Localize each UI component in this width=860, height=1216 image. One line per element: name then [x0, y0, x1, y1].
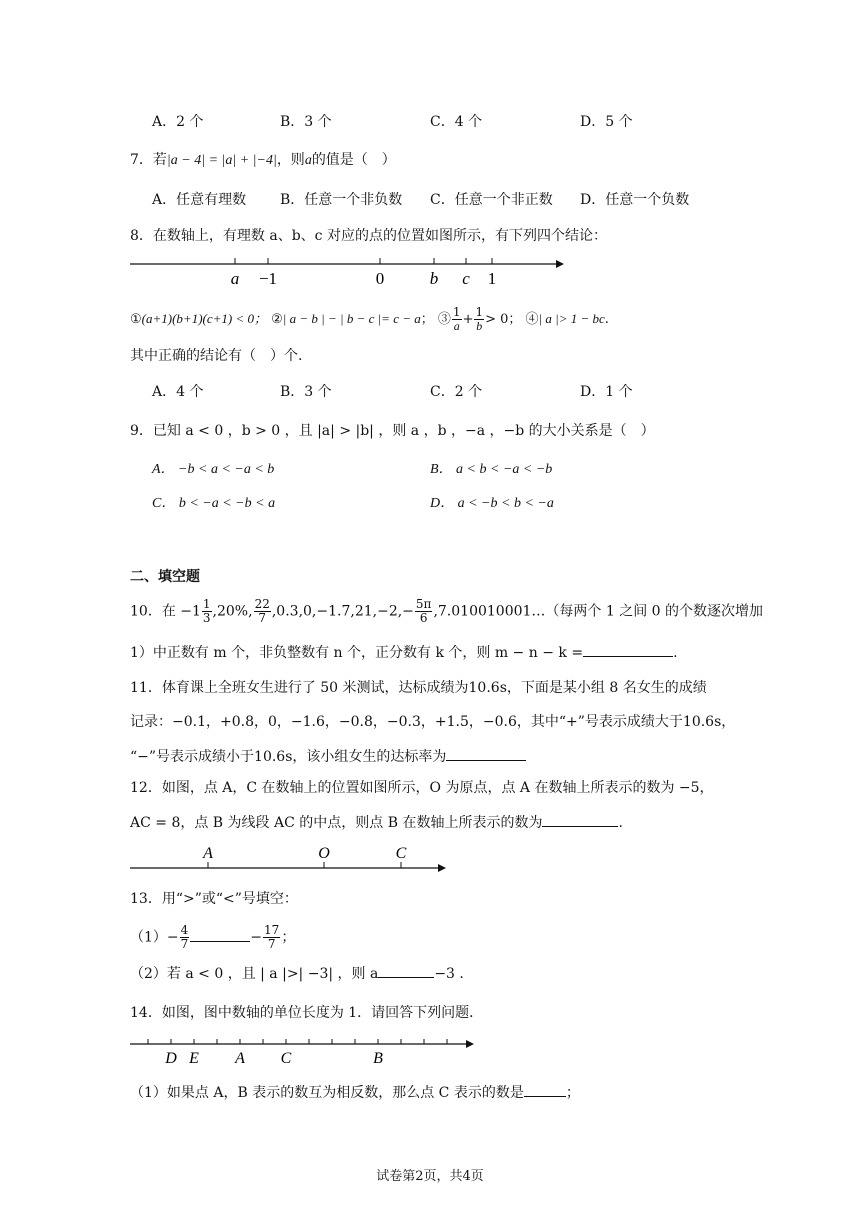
q14-part1 — [130, 1082, 580, 1103]
q13-p1-minus2: − — [250, 929, 263, 946]
q14-label-e: E — [189, 1050, 199, 1067]
q10-mixed-num: 1 — [202, 597, 211, 611]
q7-number: 7． — [130, 152, 153, 168]
q8-label-a: a — [230, 269, 240, 288]
q13-f2-den: 7 — [267, 937, 276, 951]
q8-frac-den-a: a — [453, 319, 460, 333]
q14-label-a: A — [235, 1050, 245, 1067]
q7-option-b: B．任意一个非负数 — [280, 192, 403, 208]
q8-plus: + — [462, 312, 474, 327]
q7-option-a: A．任意有理数 — [152, 192, 247, 208]
q6-option-a: A．2 个 — [152, 114, 204, 130]
q8-option-c: C．2 个 — [430, 384, 483, 400]
q11-line2: 记录：−0.1，+0.8，0，−1.6，−0.8，−0.3，+1.5，−0.6，其中“+”号表示成绩大于10.6s， — [130, 714, 736, 730]
q9-option-d: D． a < −b < b < −a — [430, 496, 554, 511]
q13-p1-frac1 — [180, 924, 190, 951]
q9-option-c: C． b < −a < −b < a — [152, 496, 276, 511]
q11-line3 — [130, 746, 526, 767]
q8-label-c: c — [462, 269, 470, 288]
q8-label-b: b — [429, 269, 439, 288]
q8-c3-frac-b — [474, 306, 484, 333]
q13-f1-num: 4 — [180, 923, 189, 937]
q8-c3-frac-a — [452, 306, 462, 333]
q8-label-0: 0 — [375, 269, 385, 288]
q8-option-a: A．4 个 — [152, 384, 204, 400]
q14-p1b: ； — [565, 1085, 580, 1101]
q7-prefix: 若 — [152, 152, 167, 168]
q8-conclusions — [130, 306, 609, 333]
q8-c2-mark: ② — [271, 312, 283, 327]
q8-c4-end: . — [604, 312, 609, 327]
q14-number-line — [128, 1032, 488, 1068]
q8-number-line — [128, 250, 568, 290]
q13-stem: 13．用“>”或“<”号填空： — [130, 891, 298, 907]
q8-label-neg1: −1 — [258, 269, 278, 288]
q10-line2b: . — [673, 645, 678, 661]
q8-c1-expr: (a+1)(b+1)(c+1) < 0； — [141, 311, 267, 326]
q10-line2 — [130, 642, 678, 663]
q7-equation: |a − 4| = |a| + |−4| — [166, 153, 277, 168]
q12-line2a: AC = 8，点 B 为线段 AC 的中点，则点 B 在数轴上所表示的数为 — [130, 815, 543, 831]
q10-answer-blank[interactable] — [583, 642, 673, 657]
q13-f2-num: 17 — [264, 923, 280, 937]
q8-c3-mark: ③ — [437, 312, 451, 327]
q7-option-d: D．任意一个负数 — [580, 192, 690, 208]
q8-option-b: B．3 个 — [280, 384, 332, 400]
q8-label-1: 1 — [487, 269, 497, 288]
q13-p1-answer-blank[interactable] — [190, 927, 250, 942]
q13-p1-minus1: − — [166, 929, 179, 946]
q8-c1-mark: ① — [130, 312, 142, 327]
q13-p1-frac2 — [263, 924, 280, 951]
q10-part4: ,7.010010001…（每两个 1 之间 0 的个数逐次增加 — [433, 603, 764, 620]
q10-prefix: 10．在 −1 — [130, 603, 201, 620]
q8-c2-expr: | a − b | − | b − c |= c − a — [282, 311, 421, 326]
q10-frac-5pi-6 — [415, 598, 433, 625]
q10-mixed-den: 3 — [202, 611, 211, 625]
q7-var: a — [304, 153, 312, 168]
q8-stem: 8．在数轴上，有理数 a、b、c 对应的点的位置如图所示，有下列四个结论： — [130, 228, 607, 244]
q12-label-a: A — [203, 845, 213, 862]
q12-line2b: . — [618, 815, 623, 831]
q10-line1 — [130, 598, 763, 625]
q13-p2-answer-blank[interactable] — [378, 963, 434, 978]
q12-line1: 12．如图，点 A，C 在数轴上的位置如图所示，O 为原点，点 A 在数轴上所表示的数为 −5， — [130, 780, 714, 796]
q13-p2a: （2）若 a < 0 ，且 | a |>| −3| ，则 a — [130, 966, 379, 982]
q8-c2-sep: ； — [420, 312, 434, 327]
q8-option-d: D．1 个 — [580, 384, 633, 400]
q7-stem — [130, 150, 396, 171]
q10-part2: ,20%, — [212, 603, 253, 620]
q13-f1-den: 7 — [180, 937, 189, 951]
q10-f2-num: 5π — [415, 597, 432, 611]
q8-c4-mark: ④ — [525, 312, 539, 327]
q9-option-b: B． a < b < −a < −b — [430, 462, 553, 477]
section-title: 二、填空题 — [130, 569, 200, 585]
q11-line1: 11．体育课上全班女生进行了 50 米测试，达标成绩为10.6s，下面是某小组 8 名女生的成绩 — [130, 680, 707, 696]
q10-f1-den: 7 — [258, 611, 267, 625]
q6-option-b: B．3 个 — [280, 114, 332, 130]
q14-axis-arrow — [466, 1040, 474, 1048]
q14-stem: 14．如图，图中数轴的单位长度为 1．请回答下列问题． — [130, 1005, 484, 1021]
q14-label-c: C — [280, 1050, 292, 1067]
q7-option-c: C．任意一个非正数 — [430, 192, 553, 208]
q12-line2 — [130, 812, 623, 833]
q8-stem2: 其中正确的结论有（ ）个. — [130, 348, 303, 364]
q10-f1-num: 22 — [254, 597, 270, 611]
q8-frac-den-b: b — [476, 319, 483, 333]
q11-answer-blank[interactable] — [446, 746, 526, 761]
q8-frac-num-1: 1 — [452, 305, 461, 319]
q7-suffix: 的值是（ ） — [311, 152, 396, 168]
q13-part2 — [130, 963, 464, 984]
q8-c3-gt: > 0； — [485, 312, 522, 327]
q10-mixed-frac — [202, 598, 212, 625]
q14-label-b: B — [373, 1050, 383, 1067]
q10-frac-22-7 — [254, 598, 271, 625]
q10-line2a: 1）中正数有 m 个，非负整数有 n 个，正分数有 k 个，则 m − n − k = — [130, 645, 584, 661]
q12-number-line — [128, 840, 458, 878]
q12-axis-arrow — [438, 864, 446, 872]
q6-option-c: C．4 个 — [430, 114, 483, 130]
q8-frac-num-2: 1 — [475, 305, 484, 319]
q8-c4-expr: | a |> 1 − bc — [538, 311, 605, 326]
q13-p1-label: （1） — [130, 929, 167, 946]
q12-label-o: O — [318, 845, 330, 862]
q10-f2-den: 6 — [419, 611, 428, 625]
q7-mid: ，则 — [276, 152, 305, 168]
q13-p1-end: ； — [281, 929, 296, 946]
q14-label-d: D — [165, 1050, 177, 1067]
q14-p1a: （1）如果点 A，B 表示的数互为相反数，那么点 C 表示的数是 — [130, 1085, 524, 1101]
q12-label-c: C — [395, 845, 407, 862]
q9-stem: 9．已知 a < 0 ，b > 0 ，且 |a| > |b| ，则 a ，b ，−a ，−b 的大小关系是（ ） — [130, 423, 655, 439]
q13-part1 — [130, 924, 295, 951]
q10-part3: ,0.3,0,−1.7,21,−2,− — [271, 603, 414, 620]
q13-p2b: −3 . — [434, 966, 464, 982]
q12-answer-blank[interactable] — [542, 812, 618, 827]
q14-p1-answer-blank[interactable] — [524, 1082, 566, 1097]
q6-option-d: D．5 个 — [580, 114, 633, 130]
q9-option-a: A． −b < a < −a < b — [152, 462, 275, 477]
q8-axis-arrow — [556, 260, 564, 268]
page-footer: 试卷第2页，共4页 — [376, 1169, 484, 1184]
q11-line3-text: “−”号表示成绩小于10.6s，该小组女生的达标率为 — [130, 749, 447, 765]
